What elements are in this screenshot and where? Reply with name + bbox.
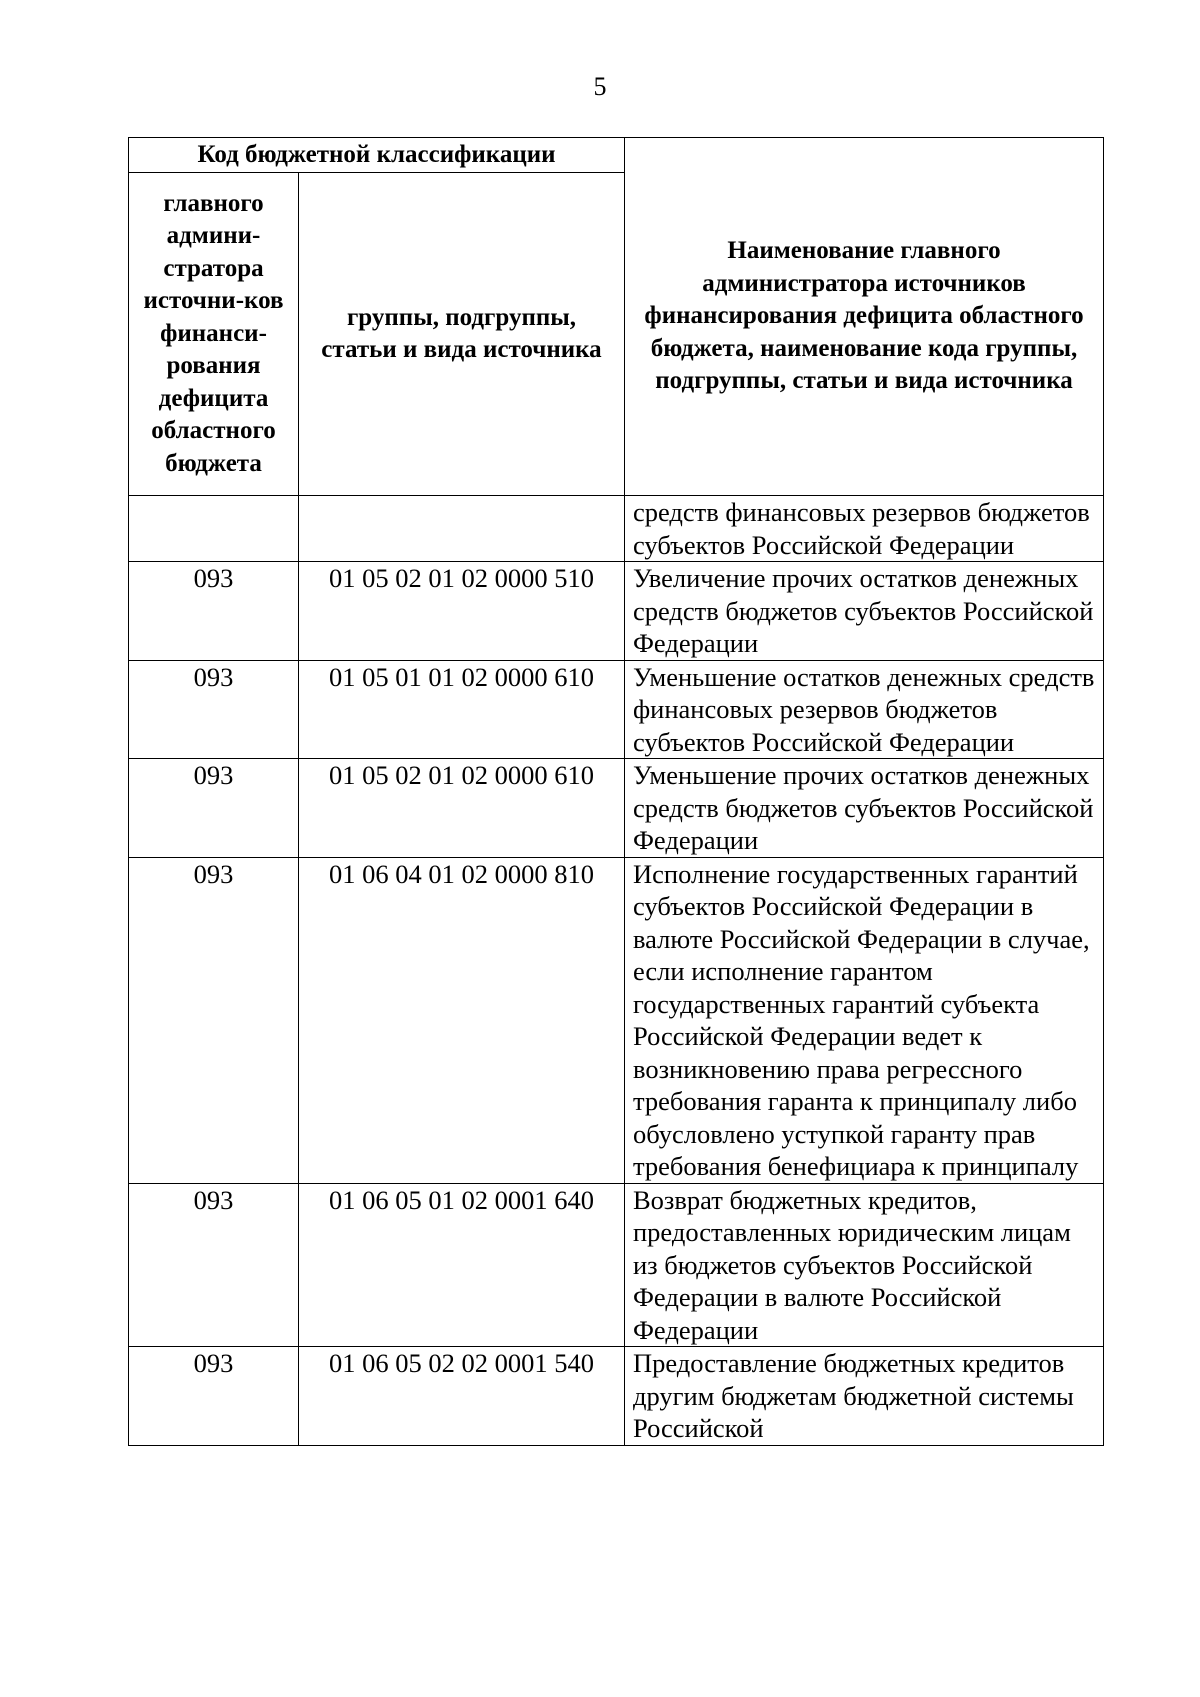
table-row (129, 759, 1104, 858)
header-row-group (129, 138, 1104, 173)
table-row (129, 1183, 1104, 1347)
admin-code-cell (129, 496, 299, 562)
source-name-cell: Исполнение государственных гарантий субъектов Российской Федерации в валюте Российской Федерации в случае, если исполнение гарантом государственных гарантий субъекта Российской Федерации ведет к возникновению права регрессного требования гаранта к принципалу либо обусловлено уступкой гаранту прав требования бенефициара к принципалу (625, 857, 1104, 1183)
budget-classification-table (128, 137, 1104, 1446)
source-name-cell: Предоставление бюджетных кредитов другим бюджетам бюджетной системы Российской (625, 1347, 1104, 1446)
admin-code-cell: 093 (129, 1183, 299, 1347)
classification-code-cell: 01 06 05 01 02 0001 640 (299, 1183, 625, 1347)
admin-code-cell: 093 (129, 1347, 299, 1446)
source-name-cell: Возврат бюджетных кредитов, предоставленных юридическим лицам из бюджетов субъектов Российской Федерации в валюте Российской Федерации (625, 1183, 1104, 1347)
table-row (129, 496, 1104, 562)
table-row (129, 857, 1104, 1183)
header-code-column: группы, подгруппы, статьи и вида источника (299, 173, 625, 496)
page-number: 5 (593, 72, 607, 101)
classification-code-cell: 01 06 04 01 02 0000 810 (299, 857, 625, 1183)
table-row (129, 660, 1104, 759)
table-row (129, 562, 1104, 661)
classification-code-cell (299, 496, 625, 562)
classification-code-cell: 01 06 05 02 02 0001 540 (299, 1347, 625, 1446)
header-admin-column: главного админи-стратора источни-ков финанси-рования дефицита областного бюджета (129, 173, 299, 496)
table-row (129, 1347, 1104, 1446)
header-budget-code-group: Код бюджетной классификации (129, 138, 625, 173)
admin-code-cell: 093 (129, 562, 299, 661)
classification-code-cell: 01 05 02 01 02 0000 510 (299, 562, 625, 661)
admin-code-cell: 093 (129, 759, 299, 858)
header-name-column: Наименование главного администратора источников финансирования дефицита областного бюджета, наименование кода группы, подгруппы, статьи и вида источника (625, 138, 1104, 496)
source-name-cell: Уменьшение остатков денежных средств финансовых резервов бюджетов субъектов Российской Федерации (625, 660, 1104, 759)
classification-code-cell: 01 05 02 01 02 0000 610 (299, 759, 625, 858)
source-name-cell: Уменьшение прочих остатков денежных средств бюджетов субъектов Российской Федерации (625, 759, 1104, 858)
source-name-cell: средств финансовых резервов бюджетов субъектов Российской Федерации (625, 496, 1104, 562)
source-name-cell: Увеличение прочих остатков денежных средств бюджетов субъектов Российской Федерации (625, 562, 1104, 661)
admin-code-cell: 093 (129, 660, 299, 759)
admin-code-cell: 093 (129, 857, 299, 1183)
classification-code-cell: 01 05 01 01 02 0000 610 (299, 660, 625, 759)
